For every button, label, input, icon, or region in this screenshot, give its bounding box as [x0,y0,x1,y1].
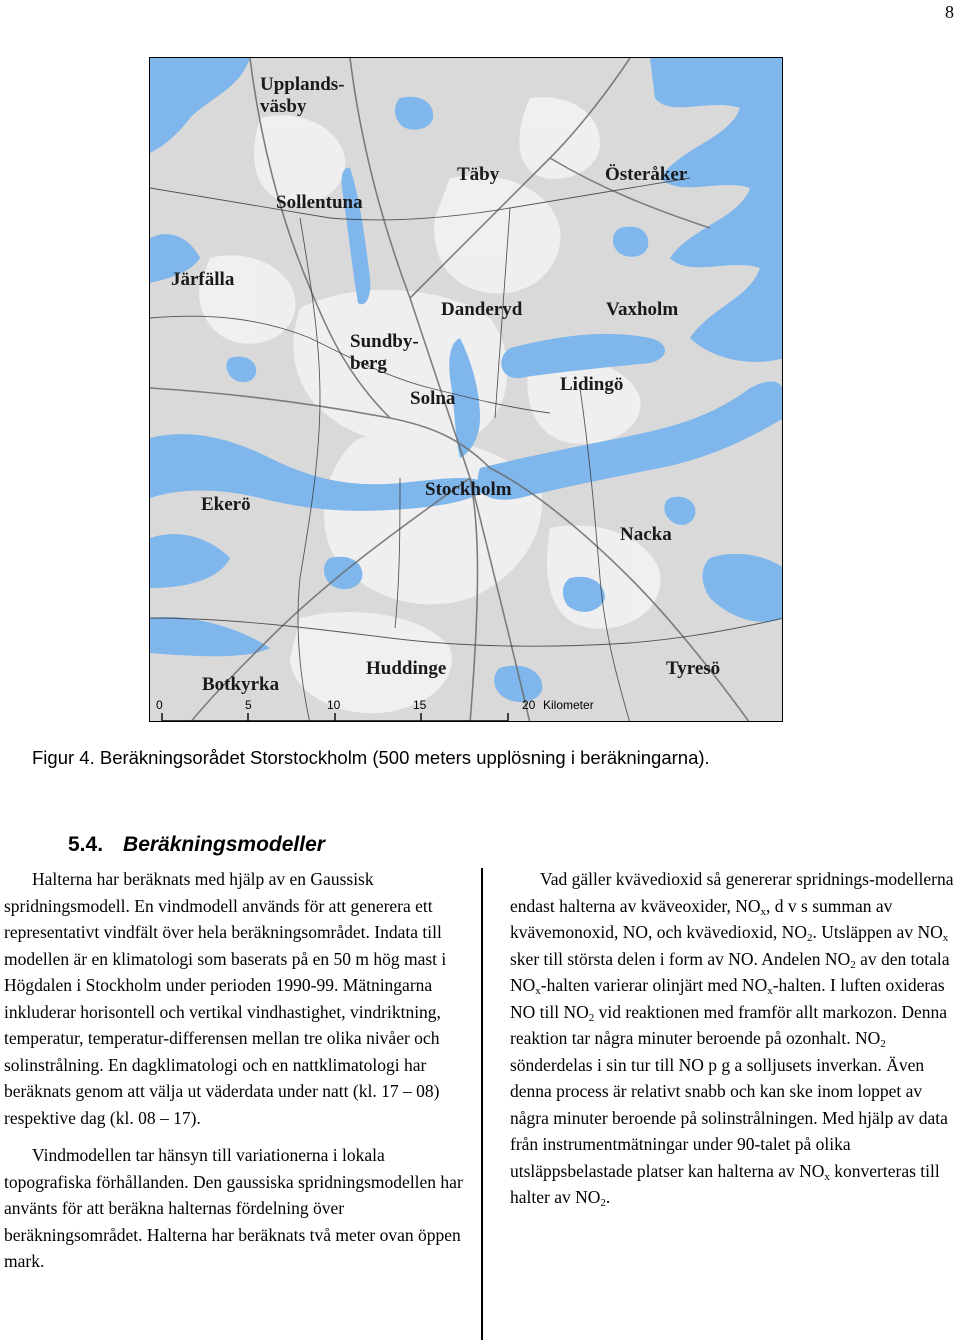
scale-tick-20: 20 [522,698,536,712]
place-danderyd: Danderyd [441,299,523,320]
place-upplands-vasby: Upplands-väsby [260,74,345,117]
left-paragraph-1: Halterna har beräknats med hjälp av en Gaussisk spridningsmodell. En vindmodell används för att generera ett representativt vindfält över hela beräkningsområdet. Indata till modellen är en klimatologi som baserats på en 50 m hög mast i Högdalen i Stockholm under perioden 1990-99. Mätningarna inkluderar horisontell och vertikal vindhastighet, vindriktning, temperatur, temperatur-differensen mellan tre olika nivåer och solinstrålning. En dagklimatologi och en nattklimatologi har beräknats genom att välja ut väderdata under natt (kl. 17 – 08) respektive dag (kl. 08 – 17). [4,869,447,1128]
right-column [510,866,960,1211]
scale-unit: Kilometer [543,698,594,712]
place-lidingo: Lidingö [560,374,624,395]
left-paragraph-2: Vindmodellen tar hänsyn till variationerna i lokala topografiska förhållanden. Den gaussiska spridningsmodellen har använts för att beräkna halternas fördelning över beräkningsområdet. Halterna har beräknats två meter ovan öppen mark. [4,1145,463,1271]
place-ekero: Ekerö [201,494,251,515]
place-jarfalla: Järfälla [171,269,235,290]
section-title: Beräkningsmodeller [123,833,325,856]
place-tyreso: Tyresö [666,658,721,679]
scale-tick-10: 10 [327,698,341,712]
place-solna: Solna [410,388,456,409]
place-osteraker: Österåker [605,164,688,185]
section-heading [68,833,325,857]
place-taby: Täby [457,164,500,185]
place-vaxholm: Vaxholm [606,299,679,320]
place-botkyrka: Botkyrka [202,674,280,695]
scale-tick-5: 5 [245,698,252,712]
page-number: 8 [945,2,954,22]
figure-caption: Figur 4. Beräkningsorådet Storstockholm (500 meters upplösning i beräkningarna). [32,747,710,768]
scale-tick-0: 0 [156,698,163,712]
scale-tick-15: 15 [413,698,427,712]
map-graphic [150,58,783,722]
place-nacka: Nacka [620,524,672,545]
place-stockholm: Stockholm [425,479,512,500]
right-paragraph: Vad gäller kvävedioxid så genererar spridnings-modellerna endast halterna av kväveoxider, $NO_x$, d v s summan av kvävemonoxid, NO, och kvävedioxid, $NO_2$. Utsläppen av $NO_x$ sker till största delen i form av NO. Andelen $NO_2$ av den totala $NO_x$-halten varierar olinjärt med $NO_x$-halten. I luften oxideras NO till $NO_2$ vid reaktionen med framför allt markozon. Denna reaktion tar några minuter beroende på ozonhalt. $NO_2$ sönderdelas i sin tur till NO p g a solljusets inverkan. Även denna process är relativt snabb och kan ske inom loppet av några minuter beroende på solinstrålningen. Med hjälp av data från instrumentmätningar under 90-talet på olika utsläppsbelastade platser kan halterna av $NO_x$ konverteras till halter av $NO_2$. [510,869,954,1209]
left-column [4,866,464,1275]
place-sollentuna: Sollentuna [276,192,363,213]
place-huddinge: Huddinge [366,658,447,679]
place-sundbyberg: Sundby-berg [350,331,419,374]
map[interactable] [149,57,783,722]
column-divider [481,868,483,1340]
section-number: 5.4. [68,833,104,856]
